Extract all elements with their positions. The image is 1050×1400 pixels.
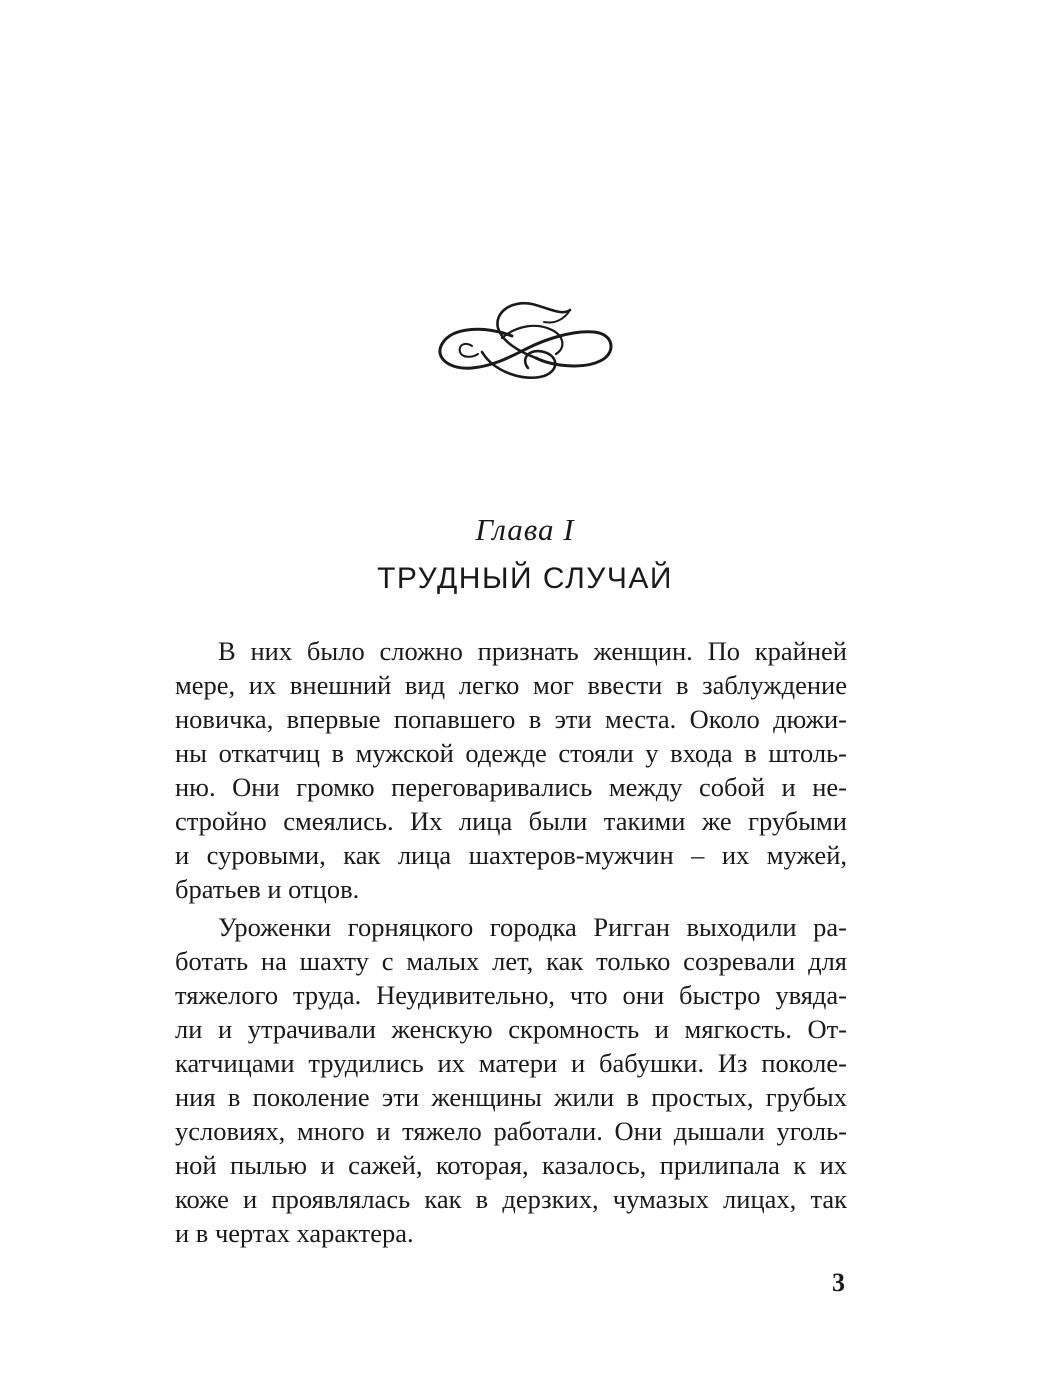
text-line: мере, их внешний вид легко мог ввести в заблуждение [175, 670, 847, 700]
text-line: новичка, впервые попавшего в эти места. Около дюжи- [175, 704, 847, 734]
text-line: и в чертах характера. [175, 1218, 414, 1248]
body-text [175, 634, 847, 1250]
text-line: катчицами трудились их матери и бабушки. Из поколе- [175, 1048, 847, 1078]
text-line: ню. Они громко переговаривались между собой и не- [175, 772, 847, 802]
text-line: ния в поколение эти женщины жили в простых, грубых [175, 1082, 847, 1112]
text-line: коже и проявлялась как в дерзких, чумазых лицах, так [175, 1184, 847, 1214]
text-line: Уроженки горняцкого городка Ригган выходили ра- [218, 912, 847, 942]
chapter-title: ТРУДНЫЙ СЛУЧАЙ [377, 562, 673, 595]
text-line: тяжелого труда. Неудивительно, что они быстро увяда- [175, 980, 847, 1010]
text-line: ли и утрачивали женскую скромность и мягкость. От- [175, 1014, 847, 1044]
chapter-label: Глава I [475, 512, 575, 547]
text-line: и суровыми, как лица шахтеров-мужчин – их мужей, [175, 840, 847, 870]
text-line: ной пылью и сажей, которая, казалось, прилипала к их [175, 1150, 847, 1180]
celtic-knot-ornament-icon [432, 296, 618, 392]
text-line: братьев и отцов. [175, 874, 360, 904]
text-line: В них было сложно признать женщин. По крайней [218, 636, 847, 666]
text-line: ботать на шахту с малых лет, как только созревали для [175, 946, 847, 976]
text-line: ны откатчиц в мужской одежде стояли у входа в штоль- [175, 738, 847, 768]
text-line: условиях, много и тяжело работали. Они дышали уголь- [175, 1116, 847, 1146]
page-number: 3 [832, 1268, 845, 1297]
text-line: стройно смеялись. Их лица были такими же грубыми [175, 806, 847, 836]
